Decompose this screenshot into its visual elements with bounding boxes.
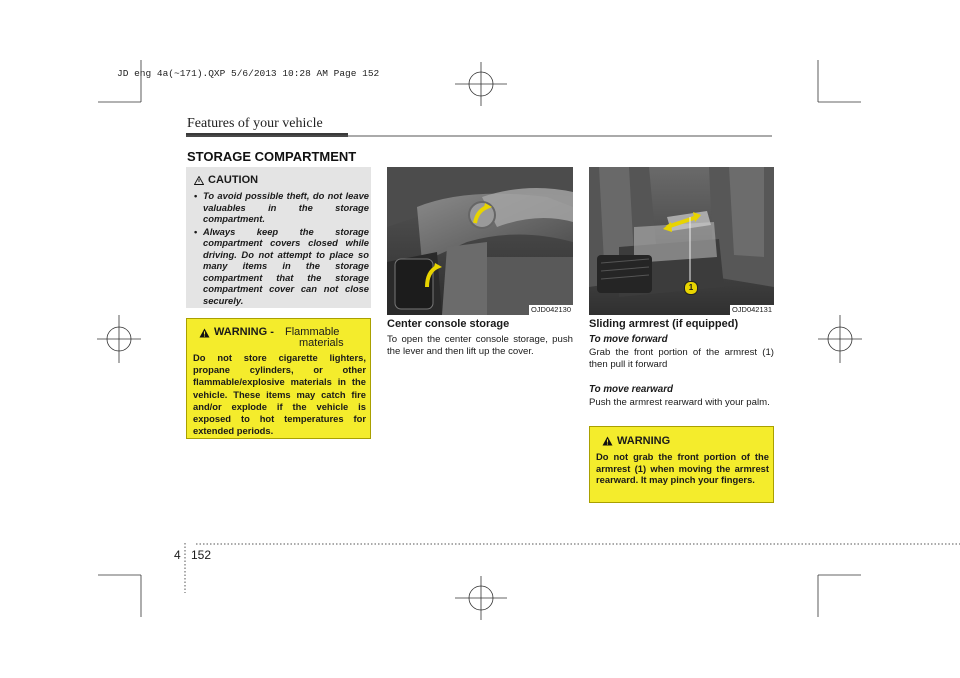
- center-console-image-code: OJD042130: [530, 305, 571, 314]
- center-console-image: [387, 167, 573, 315]
- armrest-illustration: [589, 167, 774, 315]
- section-title: STORAGE COMPARTMENT: [187, 149, 357, 164]
- warning-flammable-subtitle: materials: [299, 337, 344, 349]
- caution-triangle-icon: [194, 176, 204, 185]
- caution-box: [186, 167, 371, 308]
- caution-item: • To avoid possible theft, do not leave valuables in the storage compartment.: [194, 190, 369, 224]
- center-console-section: [387, 318, 573, 357]
- registration-mark-right: [818, 315, 862, 363]
- warning-flammable-box: [186, 318, 371, 439]
- registration-mark-left: [97, 315, 141, 363]
- armrest-section: [589, 318, 774, 409]
- warning-triangle-icon: [199, 328, 210, 338]
- armrest-rearward-heading: To move rearward: [589, 384, 674, 396]
- center-console-heading: Center console storage: [387, 318, 510, 330]
- registration-mark-bottom: [455, 576, 507, 620]
- caution-title: CAUTION: [208, 174, 259, 186]
- armrest-heading: Sliding armrest (if equipped): [589, 318, 739, 330]
- page-header-title: Features of your vehicle: [187, 116, 323, 131]
- warning-armrest-title: WARNING: [617, 435, 671, 447]
- armrest-image-code: OJD042131: [731, 305, 772, 314]
- warning-flammable-title: WARNING -: [214, 326, 274, 338]
- print-slug: JD eng 4a(~171).QXP 5/6/2013 10:28 AM Page 152: [117, 68, 380, 79]
- center-console-text: To open the center console storage, push the lever and then lift up the cover.: [387, 334, 573, 357]
- warning-flammable-text: Do not store cigarette lighters, propane cylinders, or other flammable/explosive materials in the vehicle. These items may catch fire and/or explode if the vehicle is exposed to hot temperatures for extended periods.: [193, 352, 366, 437]
- registration-mark-top: [455, 62, 507, 106]
- armrest-callout-badge: 1: [684, 281, 698, 295]
- footer-chapter-number: 4: [174, 548, 181, 562]
- warning-triangle-icon: [602, 436, 613, 446]
- armrest-image: [589, 167, 774, 315]
- warning-armrest-text: Do not grab the front portion of the armrest (1) when moving the armrest rearward. It may pinch your fingers.: [596, 451, 769, 485]
- armrest-rearward-text: Push the armrest rearward with your palm.: [589, 397, 770, 409]
- warning-flammable-subtitle: Flammable: [285, 326, 340, 338]
- armrest-forward-text: Grab the front portion of the armrest (1) then pull it forward: [589, 347, 774, 370]
- armrest-forward-heading: To move forward: [589, 334, 668, 345]
- center-console-illustration: [387, 167, 573, 315]
- warning-armrest-box: [589, 426, 774, 503]
- footer-page-number: 152: [191, 548, 212, 562]
- caution-item: • Always keep the storage compartment covers closed while driving. Do not attempt to place so many items in the storage compartment that the storage compartment cover can not close securely.: [194, 225, 369, 306]
